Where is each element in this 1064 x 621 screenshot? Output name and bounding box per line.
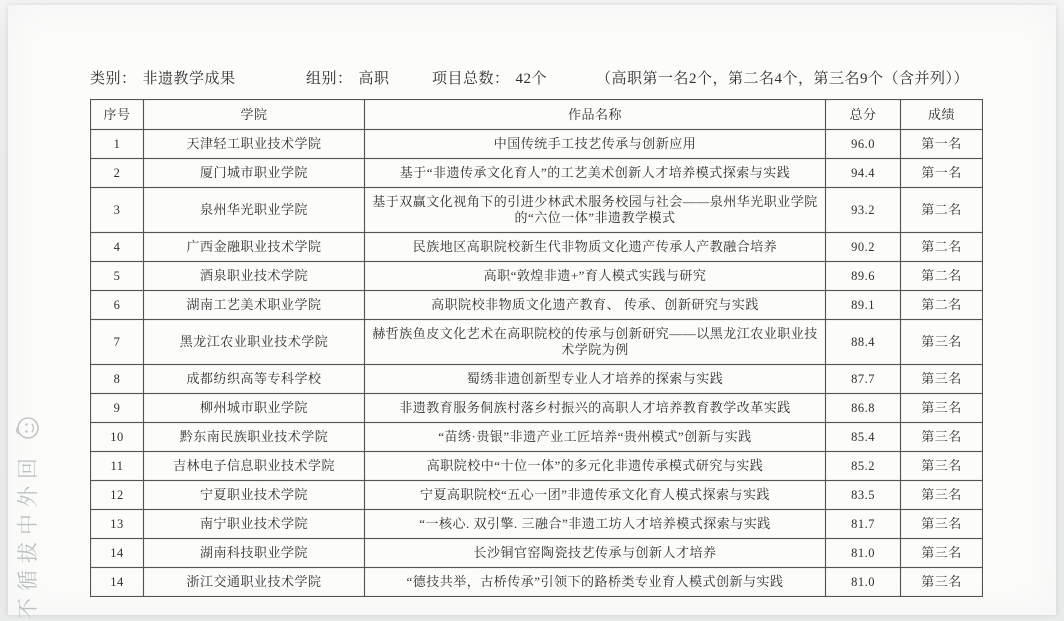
cell-rank: 第二名 [901,233,983,262]
total-label: 项目总数： [432,71,510,87]
cell-total-score: 94.4 [826,159,901,188]
cell-rank: 第三名 [901,481,983,510]
cell-college-name: 宁夏职业技术学院 [144,481,365,510]
col-header-no: 序号 [91,100,144,130]
col-header-rank: 成绩 [901,100,983,130]
cell-serial-number: 11 [91,452,144,481]
cell-total-score: 81.0 [826,568,901,597]
cell-total-score: 96.0 [826,130,901,159]
watermark-text: 不循拔中外回 [17,451,40,619]
table-row [91,394,983,423]
table-row [91,130,983,159]
cell-total-score: 85.4 [826,423,901,452]
cell-rank: 第二名 [901,188,983,233]
col-header-college: 学院 [144,100,365,130]
cell-college-name: 湖南科技职业学院 [144,539,365,568]
cell-total-score: 83.5 [826,481,901,510]
cell-work-title: 赫哲族鱼皮文化艺术在高职院校的传承与创新研究——以黑龙江农业职业技术学院为例 [365,320,826,365]
document-page [8,5,1056,619]
cell-serial-number: 3 [91,188,144,233]
cell-total-score: 89.1 [826,291,901,320]
col-header-work: 作品名称 [365,100,826,130]
cell-college-name: 天津轻工职业技术学院 [144,130,365,159]
cell-total-score: 90.2 [826,233,901,262]
cell-work-title: 高职院校非物质文化遗产教育、 传承、创新研究与实践 [365,291,826,320]
cell-total-score: 87.7 [826,365,901,394]
watermark [12,414,42,619]
cell-college-name: 广西金融职业技术学院 [144,233,365,262]
cell-college-name: 浙江交通职业技术学院 [144,568,365,597]
table-row [91,481,983,510]
cell-work-title: “苗绣·贵银”非遗产业工匠培养“贵州模式”创新与实践 [365,423,826,452]
cell-rank: 第三名 [901,452,983,481]
cell-total-score: 85.2 [826,452,901,481]
group-label: 组别： [306,71,353,87]
cell-work-title: 民族地区高职院校新生代非物质文化遗产传承人产教融合培养 [365,233,826,262]
table-row [91,423,983,452]
table-row [91,320,983,365]
table-row [91,233,983,262]
cell-college-name: 泉州华光职业学院 [144,188,365,233]
header-row [91,100,983,130]
table-row [91,510,983,539]
cell-serial-number: 6 [91,291,144,320]
cell-work-title: 基于“非遗传承文化育人”的工艺美术创新人才培养模式探索与实践 [365,159,826,188]
cell-rank: 第三名 [901,320,983,365]
rank-distribution-note: （高职第一名2个，第二名4个，第三名9个（含并列）） [596,71,970,87]
table-row [91,188,983,233]
table-row [91,452,983,481]
col-header-score: 总分 [826,100,901,130]
cell-work-title: 蜀绣非遗创新型专业人才培养的探索与实践 [365,365,826,394]
table-row [91,262,983,291]
cell-rank: 第二名 [901,262,983,291]
total-field [432,67,547,88]
cell-work-title: 宁夏高职院校“五心一团”非遗传承文化育人模式探索与实践 [365,481,826,510]
table-row [91,568,983,597]
results-table-body [91,130,983,597]
table-row [91,365,983,394]
cell-serial-number: 12 [91,481,144,510]
cell-serial-number: 5 [91,262,144,291]
cell-rank: 第二名 [901,291,983,320]
cell-college-name: 酒泉职业技术学院 [144,262,365,291]
cell-serial-number: 14 [91,568,144,597]
cell-college-name: 厦门城市职业学院 [144,159,365,188]
cell-college-name: 黑龙江农业职业技术学院 [144,320,365,365]
cell-college-name: 吉林电子信息职业技术学院 [144,452,365,481]
cell-college-name: 成都纺织高等专科学校 [144,365,365,394]
total-value: 42个 [515,71,548,87]
cell-work-title: 基于双赢文化视角下的引进少林武术服务校园与社会——泉州华光职业学院的“六位一体”非遗教学模式 [365,188,826,233]
cell-serial-number: 1 [91,130,144,159]
table-row [91,291,983,320]
cell-work-title: “一核心. 双引擎. 三融合”非遗工坊人才培养模式探索与实践 [365,510,826,539]
cell-rank: 第三名 [901,365,983,394]
cell-total-score: 81.7 [826,510,901,539]
category-field [90,67,236,88]
cell-rank: 第三名 [901,539,983,568]
cell-college-name: 黔东南民族职业技术学院 [144,423,365,452]
cell-rank: 第三名 [901,394,983,423]
cell-serial-number: 7 [91,320,144,365]
cell-work-title: 高职“敦煌非遗+”育人模式实践与研究 [365,262,826,291]
table-row [91,539,983,568]
cell-serial-number: 14 [91,539,144,568]
cell-total-score: 93.2 [826,188,901,233]
cell-rank: 第三名 [901,568,983,597]
cell-serial-number: 8 [91,365,144,394]
cell-serial-number: 4 [91,233,144,262]
cell-rank: 第一名 [901,159,983,188]
cell-total-score: 86.8 [826,394,901,423]
category-value: 非遗教学成果 [142,71,236,87]
cell-work-title: 长沙铜官窑陶瓷技艺传承与创新人才培养 [365,539,826,568]
cell-rank: 第三名 [901,510,983,539]
cell-work-title: 高职院校中“十位一体”的多元化非遗传承模式研究与实践 [365,452,826,481]
cell-work-title: 中国传统手工技艺传承与创新应用 [365,130,826,159]
table-row [91,159,983,188]
cell-total-score: 89.6 [826,262,901,291]
cell-total-score: 81.0 [826,539,901,568]
cell-rank: 第三名 [901,423,983,452]
category-label: 类别： [90,71,137,87]
cell-serial-number: 13 [91,510,144,539]
cell-serial-number: 10 [91,423,144,452]
cell-work-title: “德技共举，古桥传承”引领下的路桥类专业育人模式创新与实践 [365,568,826,597]
cell-serial-number: 9 [91,394,144,423]
results-table [90,99,983,597]
cell-college-name: 南宁职业技术学院 [144,510,365,539]
face-doodle-icon [13,414,41,442]
group-value: 高职 [358,71,390,87]
cell-total-score: 88.4 [826,320,901,365]
cell-college-name: 柳州城市职业学院 [144,394,365,423]
cell-serial-number: 2 [91,159,144,188]
group-field [306,67,390,88]
results-table-header [91,100,983,130]
cell-rank: 第一名 [901,130,983,159]
meta-line [8,67,1056,87]
cell-college-name: 湖南工艺美术职业学院 [144,291,365,320]
cell-work-title: 非遗教育服务侗族村落乡村振兴的高职人才培养教育教学改革实践 [365,394,826,423]
